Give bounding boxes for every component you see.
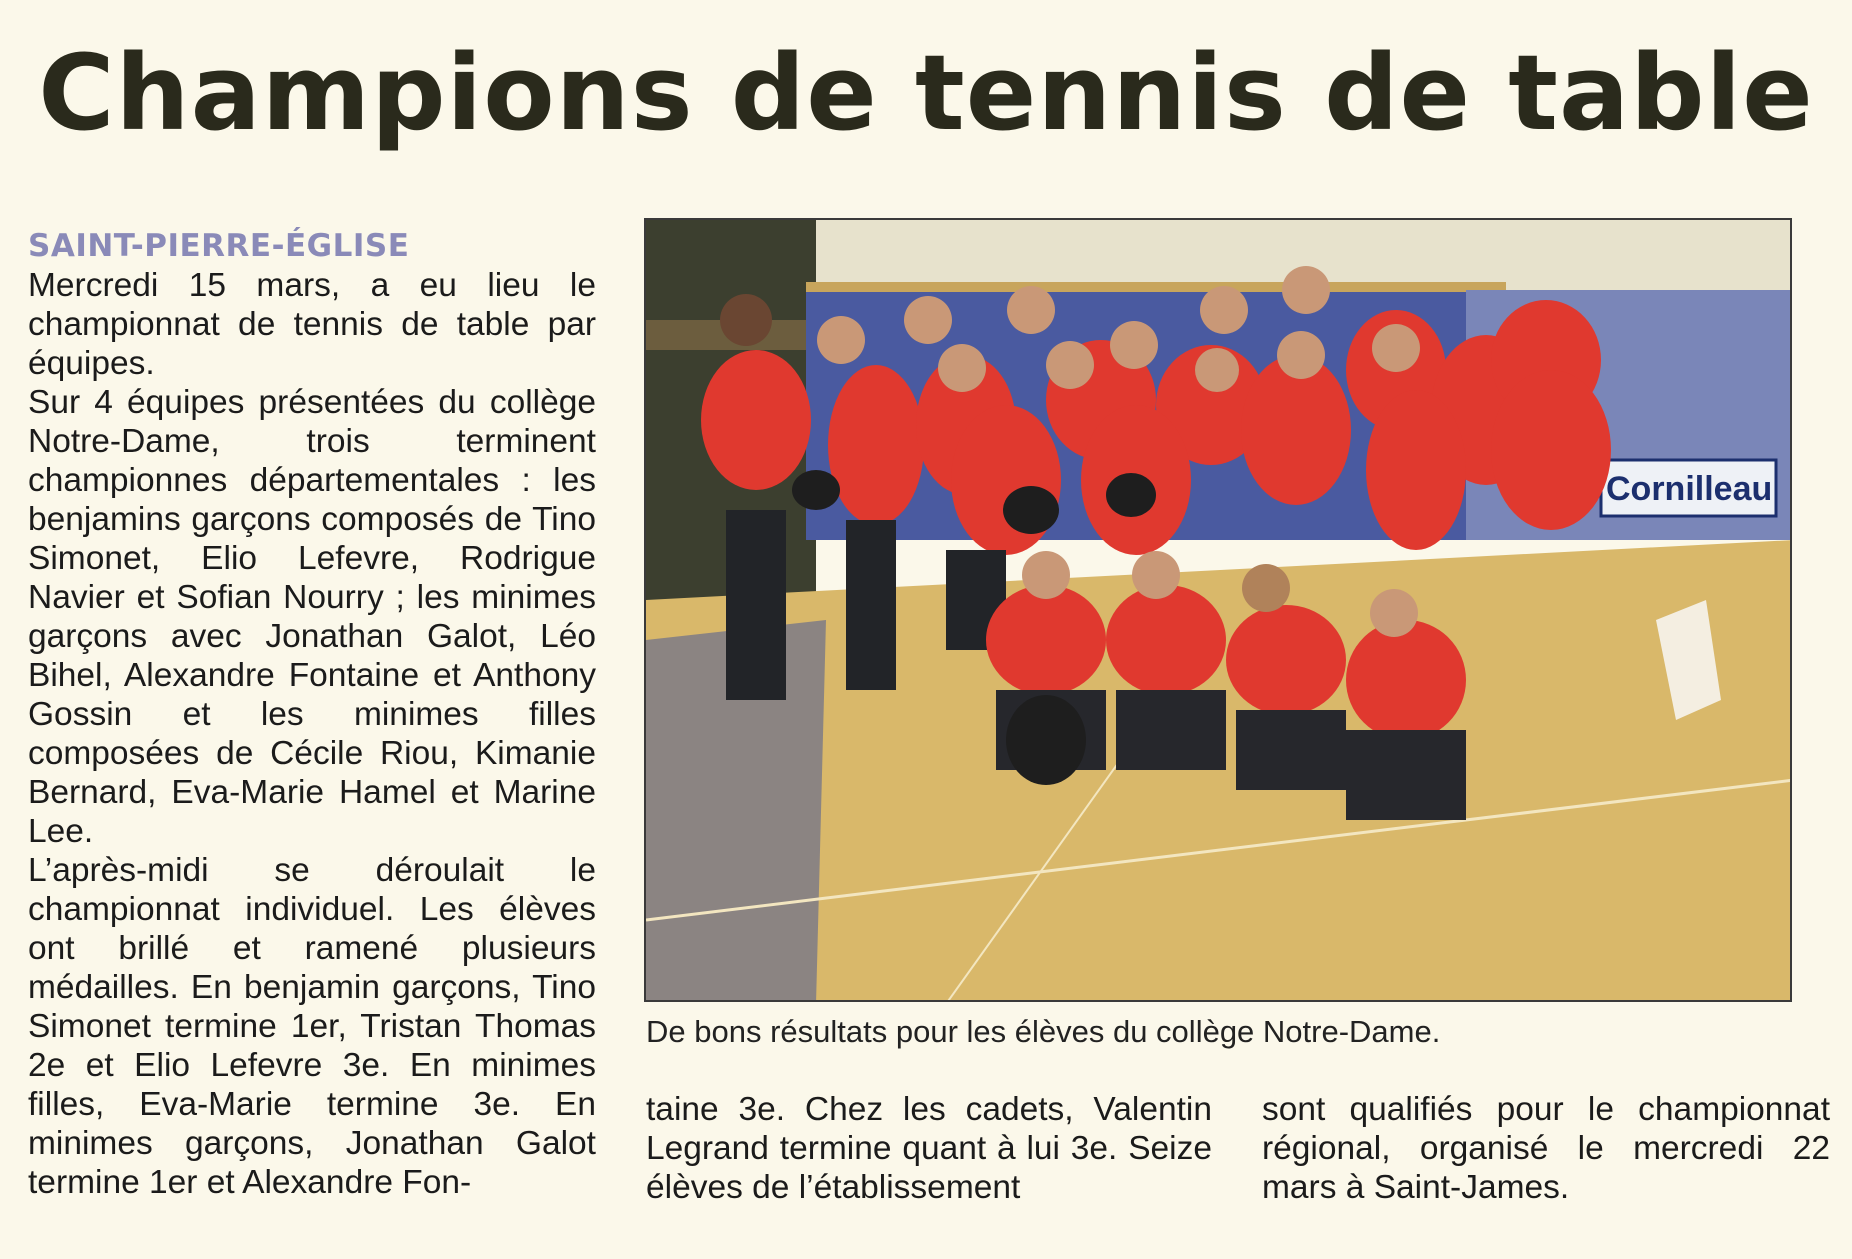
paragraph-1: Mercredi 15 mars, a eu lieu le championnat de tennis de table par équipes.: [28, 267, 596, 382]
team-photo: [644, 218, 1792, 1002]
article-column-2: [646, 1090, 1212, 1207]
headline: Champions de tennis de table: [38, 32, 1814, 154]
paragraph-5: sont qualifiés pour le championnat régional, organisé le mercredi 22 mars à Saint-James.: [1262, 1091, 1830, 1206]
banner-logo-text: Cornilleau: [1606, 470, 1773, 508]
photo-caption: De bons résultats pour les élèves du collège Notre-Dame.: [646, 1014, 1441, 1049]
paragraph-4: taine 3e. Chez les cadets, Valentin Legrand termine quant à lui 3e. Seize élèves de l’établissement: [646, 1091, 1212, 1206]
paragraph-3: L’après-midi se déroulait le championnat individuel. Les élèves ont brillé et ramené plusieurs médailles. En benjamin garçons, Tino Simonet termine 1er, Tristan Thomas 2e et Elio Lefevre 3e. En minimes filles, Eva-Marie termine 3e. En minimes garçons, Jonathan Galot termine 1er et Alexandre Fon-: [28, 852, 596, 1201]
dateline: SAINT-PIERRE-ÉGLISE: [28, 228, 410, 264]
team-photo-illustration: [646, 220, 1792, 1002]
paragraph-2: Sur 4 équipes présentées du collège Notre-Dame, trois terminent championnes départementales : les benjamins garçons composés de Tino Simonet, Elio Lefevre, Rodrigue Navier et Sofian Nourry ; les minimes garçons avec Jonathan Galot, Léo Bihel, Alexandre Fontaine et Anthony Gossin et les minimes filles composées de Cécile Riou, Kimanie Bernard, Eva-Marie Hamel et Marine Lee.: [28, 384, 596, 850]
article-column-1: [28, 226, 596, 1202]
article-column-3: [1262, 1090, 1830, 1207]
